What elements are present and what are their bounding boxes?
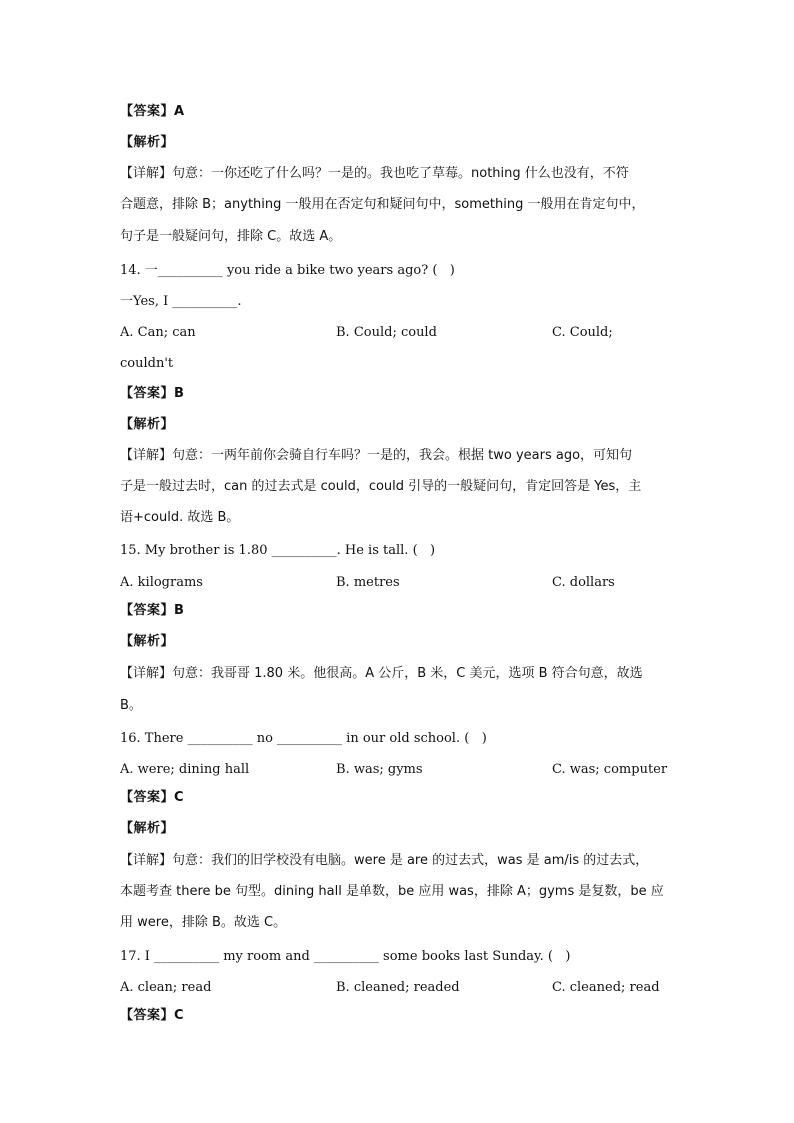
detail-text: B。 [120, 698, 142, 713]
detail-text: 【详解】句意：一两年前你会骑自行车吗？一是的，我会。根据 two years ago，可知句 [120, 448, 633, 463]
option-b: B. metres [336, 575, 400, 590]
question-stem: 16. There __________ no __________ in our old school. ( ) [120, 731, 487, 746]
analysis-label: 【解析】 [120, 634, 175, 649]
option-b: B. was; gyms [336, 762, 423, 777]
detail-text: 用 were，排除 B。故选 C。 [120, 915, 287, 930]
option-c: C. cleaned; read [552, 980, 660, 995]
detail-text: 【详解】句意：我们的旧学校没有电脑。were 是 are 的过去式，was 是 am/is 的过去式， [120, 853, 649, 868]
answer-label: 【答案】A [120, 104, 185, 119]
answer-label: 【答案】B [120, 386, 185, 401]
detail-text: 本题考查 there be 句型。dining hall 是单数，be 应用 was，排除 A；gyms 是复数，be 应 [120, 884, 664, 899]
question-stem: 17. I __________ my room and __________ some books last Sunday. ( ) [120, 949, 571, 964]
analysis-label: 【解析】 [120, 135, 175, 150]
option-c-continued: couldn't [120, 356, 174, 371]
option-a: A. clean; read [120, 980, 212, 995]
option-c: C. dollars [552, 575, 615, 590]
option-b: B. Could; could [336, 325, 437, 340]
detail-text: 【详解】句意：我哥哥 1.80 米。他很高。A 公斤，B 米，C 美元，选项 B 符合句意，故选 [120, 666, 643, 681]
answer-label: 【答案】B [120, 603, 185, 618]
answer-label: 【答案】C [120, 790, 185, 805]
analysis-label: 【解析】 [120, 821, 175, 836]
option-a: A. kilograms [120, 575, 203, 590]
option-a: A. were; dining hall [120, 762, 250, 777]
detail-text: 句子是一般疑问句，排除 C。故选 A。 [120, 229, 342, 244]
option-a: A. Can; can [120, 325, 196, 340]
detail-text: 语+could. 故选 B。 [120, 510, 240, 525]
option-b: B. cleaned; readed [336, 980, 460, 995]
question-stem: 15. My brother is 1.80 __________. He is tall. ( ) [120, 543, 436, 558]
question-stem: 14. 一__________ you ride a bike two years ago? ( ) [120, 263, 455, 278]
question-stem: 一Yes, I __________. [120, 294, 242, 309]
option-c: C. Could; [552, 325, 613, 340]
option-c: C. was; computer [552, 762, 668, 777]
analysis-label: 【解析】 [120, 417, 175, 432]
detail-text: 合题意，排除 B；anything 一般用在否定句和疑问句中，something 一般用在肯定句中， [120, 197, 645, 212]
detail-text: 子是一般过去时，can 的过去式是 could，could 引导的一般疑问句，肯定回答是 Yes，主 [120, 479, 642, 494]
answer-label: 【答案】C [120, 1008, 185, 1023]
detail-text: 【详解】句意：一你还吃了什么吗？一是的。我也吃了草莓。nothing 什么也没有，不符 [120, 166, 629, 181]
